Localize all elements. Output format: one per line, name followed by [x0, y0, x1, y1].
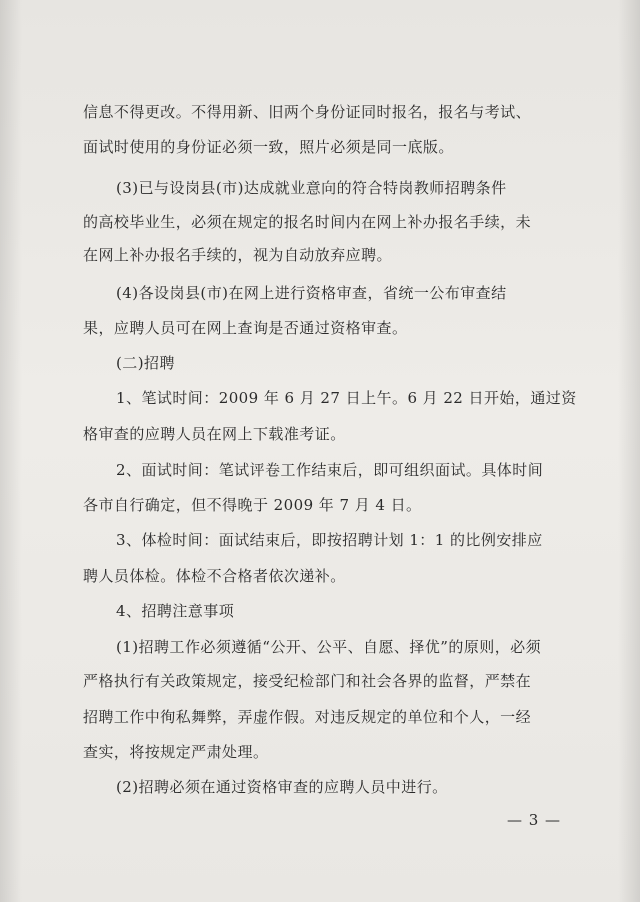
text-line: 格审查的应聘人员在网上下载准考证。 [83, 425, 346, 443]
text-line: 3、体检时间：面试结束后，即按招聘计划 1：1 的比例安排应 [116, 531, 543, 549]
text-line: 聘人员体检。体检不合格者依次递补。 [83, 567, 346, 585]
scan-shadow-right [618, 0, 640, 902]
text-line: 招聘工作中徇私舞弊，弄虚作假。对违反规定的单位和个人，一经 [83, 708, 532, 726]
text-line: (2)招聘必须在通过资格审查的应聘人员中进行。 [116, 778, 448, 796]
section-heading: 4、招聘注意事项 [116, 602, 235, 620]
text-line: 果，应聘人员可在网上查询是否通过资格审查。 [83, 319, 408, 337]
text-line: 查实，将按规定严肃处理。 [83, 743, 269, 761]
section-heading: (二)招聘 [116, 354, 175, 372]
text-line: 各市自行确定，但不得晚于 2009 年 7 月 4 日。 [83, 496, 422, 514]
text-line: (3)已与设岗县(市)达成就业意向的符合特岗教师招聘条件 [116, 179, 507, 197]
text-line: 在网上补办报名手续的，视为自动放弃应聘。 [83, 246, 393, 264]
page-number: — 3 — [506, 811, 562, 829]
text-line: 严格执行有关政策规定，接受纪检部门和社会各界的监督，严禁在 [83, 672, 532, 690]
text-line: 1、笔试时间：2009 年 6 月 27 日上午。6 月 22 日开始，通过资 [116, 389, 577, 407]
text-line: (1)招聘工作必须遵循“公开、公平、自愿、择优”的原则，必须 [116, 638, 542, 656]
text-line: (4)各设岗县(市)在网上进行资格审查，省统一公布审查结 [116, 284, 507, 302]
text-line: 的高校毕业生，必须在规定的报名时间内在网上补办报名手续，未 [83, 213, 532, 231]
text-line: 2、面试时间：笔试评卷工作结束后，即可组织面试。具体时间 [116, 461, 544, 479]
text-line: 面试时使用的身份证必须一致，照片必须是同一底版。 [83, 138, 454, 156]
text-line: 信息不得更改。不得用新、旧两个身份证同时报名，报名与考试、 [83, 103, 532, 121]
scan-shadow-left [0, 0, 22, 902]
